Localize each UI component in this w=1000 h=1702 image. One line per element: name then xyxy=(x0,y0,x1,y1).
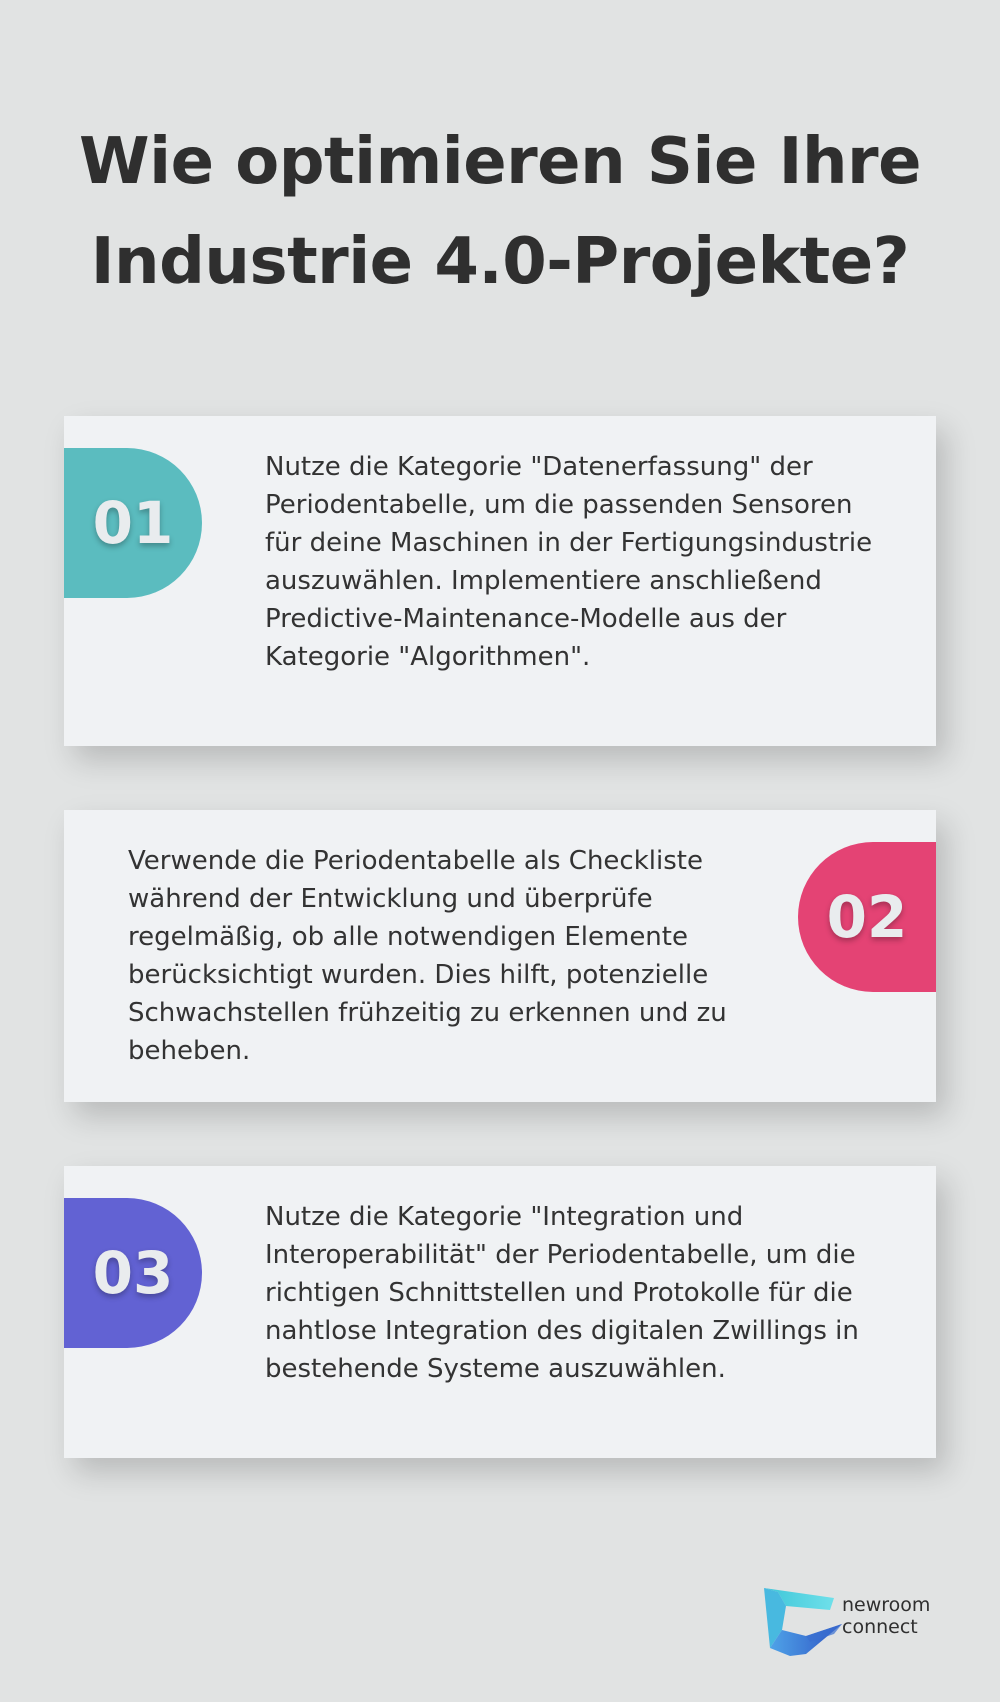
step-card-2 xyxy=(64,810,936,1102)
step-text-1: Nutze die Kategorie "Datenerfassung" der Periodentabelle, um die passenden Sensoren für deine Maschinen in der Fertigungsindustrie auszuwählen. Implementiere anschließend Predictive-Maintenance-Modelle aus der Kategorie "Algorithmen". xyxy=(265,452,873,672)
page-title: Wie optimieren Sie Ihre Industrie 4.0-Projekte? xyxy=(79,125,921,299)
logo-text-line-1: newroom xyxy=(842,1594,931,1616)
step-card-3 xyxy=(64,1166,936,1458)
step-card-1 xyxy=(64,416,936,746)
step-text-2: Verwende die Periodentabelle als Checkliste während der Entwicklung und überprüfe regelmäßig, ob alle notwendigen Elemente berücksichtigt wurden. Dies hilft, potenzielle Schwachstellen frühzeitig zu erkennen und zu beheben. xyxy=(128,846,727,1066)
step-number-badge-3: 03 xyxy=(64,1198,202,1348)
newroom-connect-logo-icon xyxy=(760,1584,846,1658)
logo-wordmark xyxy=(842,1594,930,1638)
step-text-3: Nutze die Kategorie "Integration und Interoperabilität" der Periodentabelle, um die richtigen Schnittstellen und Protokolle für die nahtlose Integration des digitalen Zwillings in bestehende Systeme auszuwählen. xyxy=(265,1202,859,1384)
brand-logo xyxy=(760,1584,940,1658)
step-number-badge-1: 01 xyxy=(64,448,202,598)
step-number-badge-2: 02 xyxy=(798,842,936,992)
logo-text-line-2: connect xyxy=(842,1616,918,1638)
